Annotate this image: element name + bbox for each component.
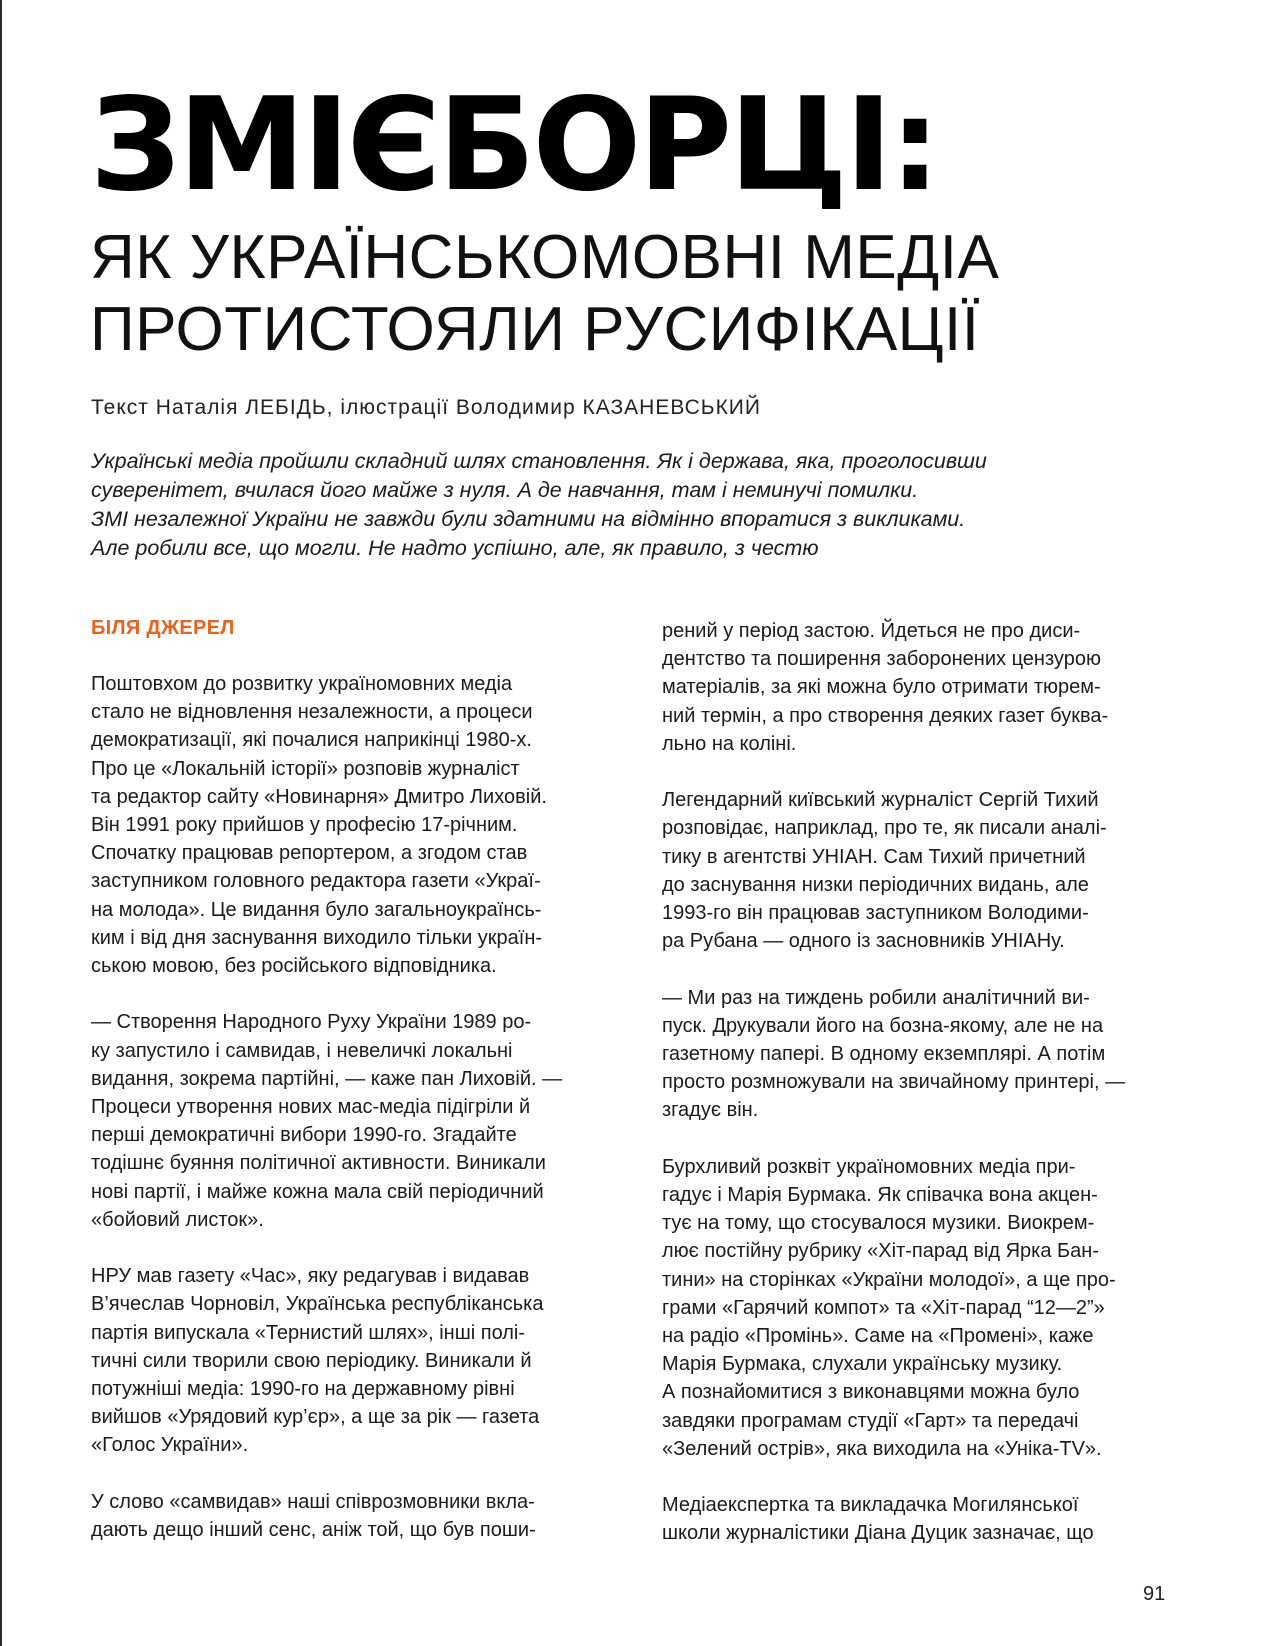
text-line: видання, зокрема партійні, — каже пан Лиховій. — (91, 1067, 563, 1090)
text-line: дентство та поширення заборонених цензурою (662, 648, 1101, 671)
text-line: заступником головного редактора газети «Украї- (91, 870, 541, 893)
body-paragraph (91, 1008, 591, 1234)
text-line: на молода». Це видання було загальноукраїнсь- (91, 898, 542, 921)
text-line: потужніші медіа: 1990-го на державному рівні (91, 1378, 515, 1401)
lead-line: ЗМІ незалежної України не завжди були здатними на відмінно впоратися з викликами. (91, 507, 966, 531)
text-line: Медіаекспертка та викладачка Могилянської (662, 1494, 1079, 1517)
body-paragraph (662, 617, 1182, 758)
text-line: школи журналістики Діана Дуцик зазначає, що (662, 1522, 1094, 1545)
text-line: Спочатку працював репортером, а згодом став (91, 842, 528, 865)
lead-line: Але робили все, що могли. Не надто успішно, але, як правило, з честю (91, 536, 819, 560)
body-paragraph (662, 1153, 1182, 1463)
text-line: тини» на сторінках «України молодої», а ще про- (662, 1268, 1116, 1291)
text-line: тує на тому, що стосувалося музики. Виокрем- (662, 1212, 1095, 1235)
article-title: ЗМІЄБОРЦІ: (90, 71, 938, 220)
text-line: льно на коліні. (662, 732, 797, 755)
text-line: розповідає, наприклад, про те, як писали аналі- (662, 817, 1107, 840)
text-line: стало не відновлення незалежности, а процеси (91, 701, 533, 724)
text-line: В’ячеслав Чорновіл, Українська республіканська (91, 1293, 544, 1316)
lead-paragraph (91, 447, 1051, 563)
text-line: — Ми раз на тиждень робили аналітичний ви- (662, 986, 1090, 1009)
text-line: вийшов «Урядовий кур’єр», а ще за рік — газета (91, 1406, 540, 1429)
text-line: ний термін, а про створення деяких газет буква- (662, 704, 1109, 727)
page-number: 91 (1143, 1583, 1166, 1605)
text-line: грами «Гарячий компот» та «Хіт-парад “12—2”» (662, 1296, 1105, 1319)
text-line: Про це «Локальній історії» розповів журналіст (91, 757, 520, 780)
text-line: матеріалів, за які можна було отримати тюрем- (662, 676, 1101, 699)
body-paragraph (91, 1262, 591, 1459)
text-line: ською мовою, без російського відповідника. (91, 955, 497, 978)
text-line: пуск. Друкували його на бозна-якому, але не на (662, 1014, 1104, 1037)
text-line: «бойовий листок». (91, 1208, 264, 1231)
text-line: Бурхливий розквіт україномовних медіа при- (662, 1155, 1076, 1178)
subtitle-line: ЯК УКРАЇНСЬКОМОВНІ МЕДІА (90, 223, 1000, 292)
text-line: Легендарний київський журналіст Сергій Тихий (662, 789, 1099, 812)
text-line: А познайомитися з виконавцями можна було (662, 1381, 1080, 1404)
text-line: ра Рубана — одного із засновників УНІАНу. (662, 930, 1065, 953)
text-line: гадує і Марія Бурмака. Як співачка вона акцен- (662, 1184, 1098, 1207)
text-line: нові партії, і майже кожна мала свій періодичний (91, 1180, 544, 1203)
text-line: газетному папері. В одному екземплярі. А потім (662, 1043, 1106, 1066)
text-line: лює постійну рубрику «Хіт-парад від Ярка Бан- (662, 1240, 1100, 1263)
text-line: рений у період застою. Йдеться не про диси- (662, 620, 1081, 642)
text-line: «Зелений острів», яка виходила на «Уніка-TV». (662, 1437, 1102, 1460)
text-line: згадує він. (662, 1099, 759, 1122)
text-line: ким і від дня заснування виходило тільки україн- (91, 926, 543, 949)
text-line: на радіо «Промінь». Саме на «Промені», каже (662, 1325, 1094, 1348)
text-line: до заснування низки періодичних видань, але (662, 873, 1089, 896)
text-line: 1993-го він працював заступником Володими- (662, 902, 1089, 925)
text-line: ку запустило і самвидав, і невеличкі локальні (91, 1039, 513, 1062)
text-line: У слово «самвидав» наші співрозмовники вкла- (91, 1490, 535, 1513)
left-column (91, 614, 591, 1572)
text-line: завдяки програмам студії «Гарт» та передачі (662, 1409, 1079, 1432)
lead-line: Українські медіа пройшли складний шлях становлення. Як і держава, яка, проголосивши (91, 449, 987, 473)
page-edge-line (0, 0, 2, 1646)
text-line: Поштовхом до розвитку україномовних медіа (91, 673, 513, 695)
text-line: тичні сили творили свою періодику. Виникали й (91, 1349, 532, 1372)
body-paragraph (91, 670, 591, 980)
text-line: Процеси утворення нових мас-медіа підігріли й (91, 1096, 531, 1119)
text-line: тику в агентстві УНІАН. Сам Тихий причетний (662, 845, 1086, 868)
body-paragraph (662, 786, 1182, 955)
text-line: — Створення Народного Руху України 1989 ро- (91, 1011, 532, 1034)
text-line: Він 1991 року прийшов у професію 17-річним. (91, 814, 518, 837)
byline: Текст Наталія ЛЕБІДЬ, ілюстрації Володимир КАЗАНЕВСЬКИЙ (91, 396, 761, 419)
text-line: партія випускала «Тернистий шлях», інші полі- (91, 1321, 526, 1344)
text-line: дають дещо інший сенс, аніж той, що був поши- (91, 1519, 536, 1542)
text-line: перші демократичні вибори 1990-го. Згадайте (91, 1124, 517, 1147)
body-paragraph (662, 984, 1182, 1125)
text-line: демократизації, які почалися наприкінці 1980-х. (91, 729, 532, 752)
right-column (662, 617, 1182, 1576)
text-line: просто розмножували на звичайному принтері, — (662, 1071, 1126, 1094)
text-line: та редактор сайту «Новинарня» Дмитро Лиховій. (91, 785, 547, 808)
section-heading: БІЛЯ ДЖЕРЕЛ (91, 617, 235, 639)
article-subtitle (90, 222, 999, 366)
text-line: НРУ мав газету «Час», яку редагував і видавав (91, 1265, 530, 1288)
text-line: «Голос України». (91, 1434, 249, 1457)
body-paragraph (662, 1491, 1182, 1547)
text-line: Марія Бурмака, слухали українську музику. (662, 1353, 1063, 1376)
body-paragraph (91, 1488, 591, 1544)
text-line: тодішнє буяння політичної активности. Виникали (91, 1152, 546, 1175)
lead-line: суверенітет, вчилася його майже з нуля. А де навчання, там і неминучі помилки. (91, 478, 919, 502)
subtitle-line: ПРОТИСТОЯЛИ РУСИФІКАЦІЇ (90, 295, 980, 364)
